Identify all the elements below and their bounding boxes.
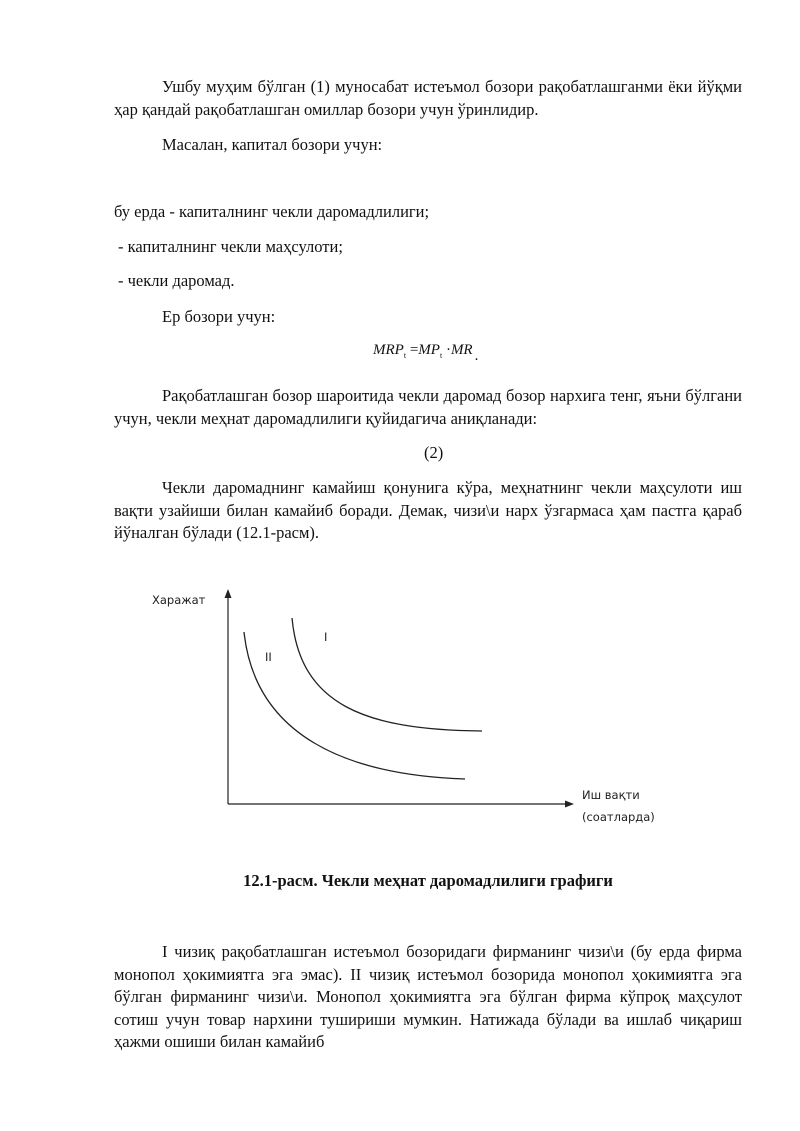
formula-multiply: · bbox=[442, 342, 451, 358]
paragraph-diminishing-returns: Чекли даромаднинг камайиш қонунига кўра, меҳнатнинг чекли маҳсулоти иш вақти узайиши билан камайиб боради. Демак, чизи\и нарх ўзгармаса ҳам пастга қараб йўналган бўлади (12.1-расм). bbox=[114, 478, 742, 542]
formula-subscript-1: t bbox=[403, 351, 407, 360]
formula-equals: = bbox=[406, 342, 419, 358]
definition-capital-marginal-revenue: бу ерда - капиталнинг чекли даромадлилиги; bbox=[114, 202, 430, 221]
x-axis-arrow bbox=[565, 801, 574, 808]
paragraph-curve-explanation: I чизиқ рақобатлашган истеъмол бозоридаги фирманинг чизи\и (бу ерда фирма монопол ҳокимиятга эга эмас). II чизиқ истеъмол бозорида монопол ҳокимиятга эга бўлган фирманинг чизи\и. Монопол ҳокимиятга эга бўлган фирма кўпроқ маҳсулот сотиш учун товар нархини тушириши мумкин. Натижада бўлади ва ишлаб чиқариш ҳажми ошиши билан камайиб bbox=[114, 942, 742, 1051]
paragraph-relation-validity: Ушбу муҳим бўлган (1) муносабат истеъмол бозори рақобатлашганми ёки йўқми ҳар қандай рақобатлашган омиллар бозори учун ўринлидир. bbox=[114, 77, 742, 119]
formula-mrp bbox=[373, 342, 479, 364]
x-axis-unit-label: (соатларда) bbox=[582, 810, 655, 824]
curve-2-label: II bbox=[265, 650, 272, 664]
equation-number: (2) bbox=[424, 443, 444, 462]
curve-2 bbox=[244, 632, 465, 779]
figure-caption: 12.1-расм. Чекли меҳнат даромадлилиги графиги bbox=[243, 871, 613, 890]
y-axis-label: Харажат bbox=[152, 593, 206, 607]
x-axis-label: Иш вақти bbox=[582, 788, 640, 802]
formula-mr-term: MR bbox=[450, 342, 473, 358]
curve-1 bbox=[292, 618, 482, 731]
paragraph-competitive-market: Рақобатлашган бозор шароитида чекли даромад бозор нархига тенг, яъни бўлгани учун, чекли меҳнат даромадлилиги қуйидагича аниқланади: bbox=[114, 386, 742, 428]
formula-subscript-2: t bbox=[439, 351, 443, 360]
marginal-labor-revenue-chart bbox=[140, 585, 680, 825]
definition-capital-marginal-product: - капиталнинг чекли маҳсулоти; bbox=[118, 237, 343, 256]
curve-1-label: I bbox=[324, 630, 328, 644]
paragraph-capital-market: Масалан, капитал бозори учун: bbox=[162, 135, 383, 154]
definition-marginal-revenue: - чекли даромад. bbox=[118, 271, 235, 290]
formula-mp-term: MP bbox=[418, 342, 440, 358]
paragraph-land-market: Ер бозори учун: bbox=[162, 307, 276, 326]
formula-mrp-term: MRP bbox=[373, 342, 404, 358]
formula-period: . bbox=[474, 348, 479, 364]
y-axis-arrow bbox=[225, 589, 232, 598]
